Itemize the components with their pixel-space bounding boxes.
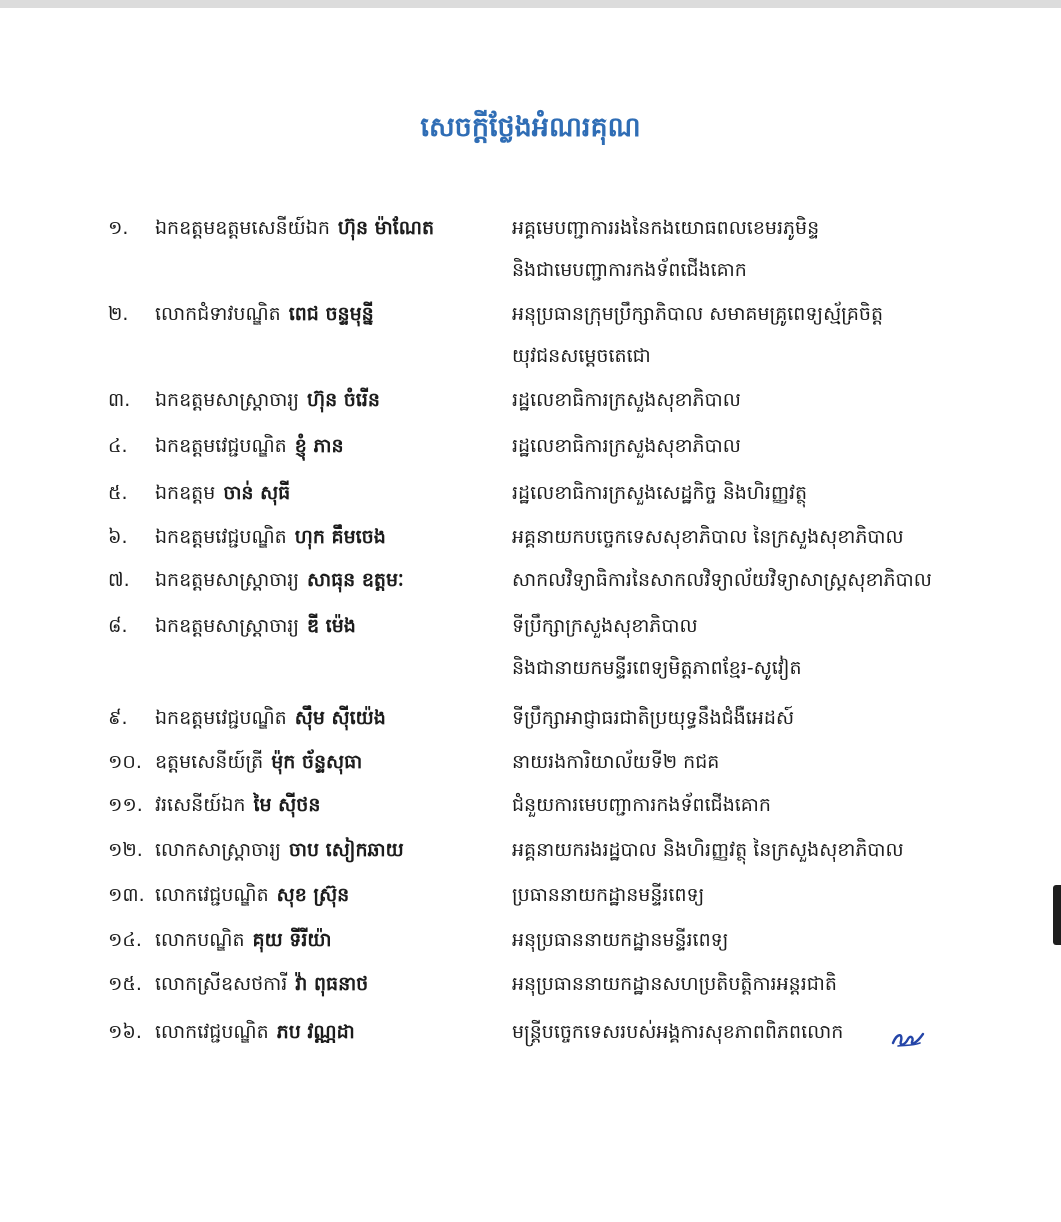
honorific: ឯកឧត្តមសាស្ត្រាចារ្យ (155, 615, 299, 637)
position-text: អគ្គមេបញ្ជាការរងនៃកងយោធពលខេមរភូមិន្ទ (512, 217, 820, 239)
list-item (0, 926, 1061, 966)
list-item (0, 386, 1061, 426)
honorific: លោកជំទាវបណ្ឌិត (155, 303, 281, 325)
list-item (0, 704, 1061, 744)
full-name: ពេជ ចន្ទមុន្នី (288, 303, 374, 325)
person-name (155, 1018, 355, 1046)
full-name: ចាន់ សុធី (223, 482, 291, 504)
full-name: សុខ ស្រ៊ុន (276, 884, 350, 906)
full-name: ខ្ញុំ ភាន (294, 435, 344, 457)
list-item (0, 523, 1061, 563)
position-text: អនុប្រធានក្រុមប្រឹក្សាភិបាល សមាគមគ្រូពេទ្យស្ម័គ្រចិត្ត (512, 303, 884, 325)
position-text-continued: និងជានាយកមន្ទីរពេទ្យមិត្តភាពខ្មែរ-សូវៀត (512, 657, 802, 679)
screen-top-bar (0, 0, 1061, 8)
item-number: ២. (108, 303, 129, 325)
item-number: ១១. (108, 794, 143, 816)
item-number: ១៦. (108, 1021, 142, 1043)
item-number: ៨. (108, 615, 128, 637)
honorific: លោកវេជ្ជបណ្ឌិត (155, 1021, 269, 1043)
document-page (0, 8, 1061, 1222)
full-name: ភប វណ្ណដា (276, 1021, 355, 1043)
honorific: ឯកឧត្តមសាស្ត្រាចារ្យ (155, 569, 299, 591)
list-item (0, 214, 1061, 281)
full-name: មៃ ស៊ីថន (253, 794, 321, 816)
position-text: សាកលវិទ្យាធិការនៃសាកលវិទ្យាល័យវិទ្យាសាស្ត្រសុខាភិបាល (512, 569, 932, 591)
person-name (155, 791, 320, 819)
list-item (0, 479, 1061, 519)
position-text: រដ្ឋលេខាធិការក្រសួងសុខាភិបាល (512, 435, 741, 457)
item-number: ១០. (108, 751, 142, 773)
position-text: អគ្គនាយករងរដ្ឋបាល និងហិរញ្ញវត្ថុ នៃក្រសួងសុខាភិបាល (512, 839, 904, 861)
item-number: ៧. (108, 569, 130, 591)
handwritten-initial (890, 1025, 926, 1053)
list-item (0, 566, 1061, 606)
honorific: ឯកឧត្តមវេជ្ជបណ្ឌិត (155, 707, 287, 729)
honorific: វរសេនីយ៍ឯក (155, 794, 246, 816)
item-number: ១៤. (108, 929, 142, 951)
honorific: ឯកឧត្តមសាស្ត្រាចារ្យ (155, 389, 299, 411)
person-name (155, 748, 362, 776)
honorific: លោកវេជ្ជបណ្ឌិត (155, 884, 269, 906)
person-name (155, 214, 434, 242)
full-name: ស៊ឹម ស៊ីយ៉េង (294, 707, 386, 729)
honorific: លោកបណ្ឌិត (155, 929, 245, 951)
full-name: ហ៊ុន ចំរើន (306, 389, 380, 411)
item-number: ១៣. (108, 884, 145, 906)
position-text: ទីប្រឹក្សាអាជ្ញាធរជាតិប្រយុទ្ធនឹងជំងឺអេដស៍ (512, 707, 795, 729)
item-number: ៩. (108, 707, 128, 729)
honorific: ឯកឧត្តមឧត្តមសេនីយ៍ឯក (155, 217, 330, 239)
item-number: ៣. (108, 389, 131, 411)
item-number: ៦. (108, 526, 128, 548)
list-item (0, 300, 1061, 367)
honorific: លោកស្រីឧសថការី (155, 973, 288, 995)
position-text: អនុប្រធាននាយកដ្ឋានសហប្រតិបត្តិការអន្តរជាតិ (512, 973, 837, 995)
full-name: ហុក គឹមចេង (294, 526, 386, 548)
person-name (155, 432, 344, 460)
list-item (0, 836, 1061, 876)
position-text: អនុប្រធាននាយកដ្ឋានមន្ទីរពេទ្យ (512, 929, 729, 951)
person-name (155, 566, 404, 594)
position-text: នាយរងការិយាល័យទី២ កជគ (512, 751, 720, 773)
scroll-edge-marker (1053, 885, 1061, 945)
full-name: ឌី ម៉េង (306, 615, 356, 637)
full-name: ចាប សៀកឆាយ (288, 839, 404, 861)
item-number: ១៥. (108, 973, 142, 995)
item-number: ១. (108, 217, 129, 239)
position-text: ជំនួយការមេបញ្ជាការកងទ័ពជើងគោក (512, 794, 771, 816)
list-item (0, 432, 1061, 472)
item-number: ៥. (108, 482, 128, 504)
item-number: ៤. (108, 435, 128, 457)
page-title: សេចក្តីថ្លែងអំណរគុណ (420, 112, 641, 143)
person-name (155, 523, 386, 551)
list-item (0, 791, 1061, 831)
honorific: ឧត្តមសេនីយ៍ត្រី (155, 751, 264, 773)
item-number: ១២. (108, 839, 143, 861)
position-text: ប្រធាននាយកដ្ឋានមន្ទីរពេទ្យ (512, 884, 705, 906)
honorific: លោកសាស្ត្រាចារ្យ (155, 839, 281, 861)
list-item (0, 748, 1061, 788)
person-name (155, 970, 368, 998)
person-name (155, 300, 374, 328)
position-text: ទីប្រឹក្សាក្រសួងសុខាភិបាល (512, 615, 698, 637)
list-item (0, 612, 1061, 679)
honorific: ឯកឧត្តមវេជ្ជបណ្ឌិត (155, 526, 287, 548)
list-item (0, 970, 1061, 1010)
honorific: ឯកឧត្តម (155, 482, 216, 504)
person-name (155, 704, 386, 732)
honorific: ឯកឧត្តមវេជ្ជបណ្ឌិត (155, 435, 287, 457)
position-text: រដ្ឋលេខាធិការក្រសួងសេដ្ឋកិច្ច និងហិរញ្ញវត្ថុ (512, 482, 808, 504)
person-name (155, 612, 356, 640)
position-text-continued: និងជាមេបញ្ជាការកងទ័ពជើងគោក (512, 259, 747, 281)
position-text: មន្ត្រីបច្ចេកទេសរបស់អង្គការសុខភាពពិភពលោក (512, 1021, 844, 1043)
position-text-continued: យុវជនសម្តេចតេជោ (512, 345, 651, 367)
person-name (155, 479, 290, 507)
full-name: គុយ ទីរីយ៉ា (252, 929, 332, 951)
full-name: សាធុន ឧត្តមៈ (306, 569, 404, 591)
full-name: ហ៊ុន ម៉ាណែត (337, 217, 435, 239)
person-name (155, 386, 380, 414)
full-name: វ៉ា ពុធនាថ (295, 973, 369, 995)
position-text: អគ្គនាយកបច្ចេកទេសសុខាភិបាល នៃក្រសួងសុខាភិបាល (512, 526, 904, 548)
position-text: រដ្ឋលេខាធិការក្រសួងសុខាភិបាល (512, 389, 741, 411)
list-item (0, 881, 1061, 921)
person-name (155, 836, 404, 864)
full-name: ម៉ុក ច័ន្ទសុធា (271, 751, 363, 773)
person-name (155, 881, 349, 909)
person-name (155, 926, 332, 954)
